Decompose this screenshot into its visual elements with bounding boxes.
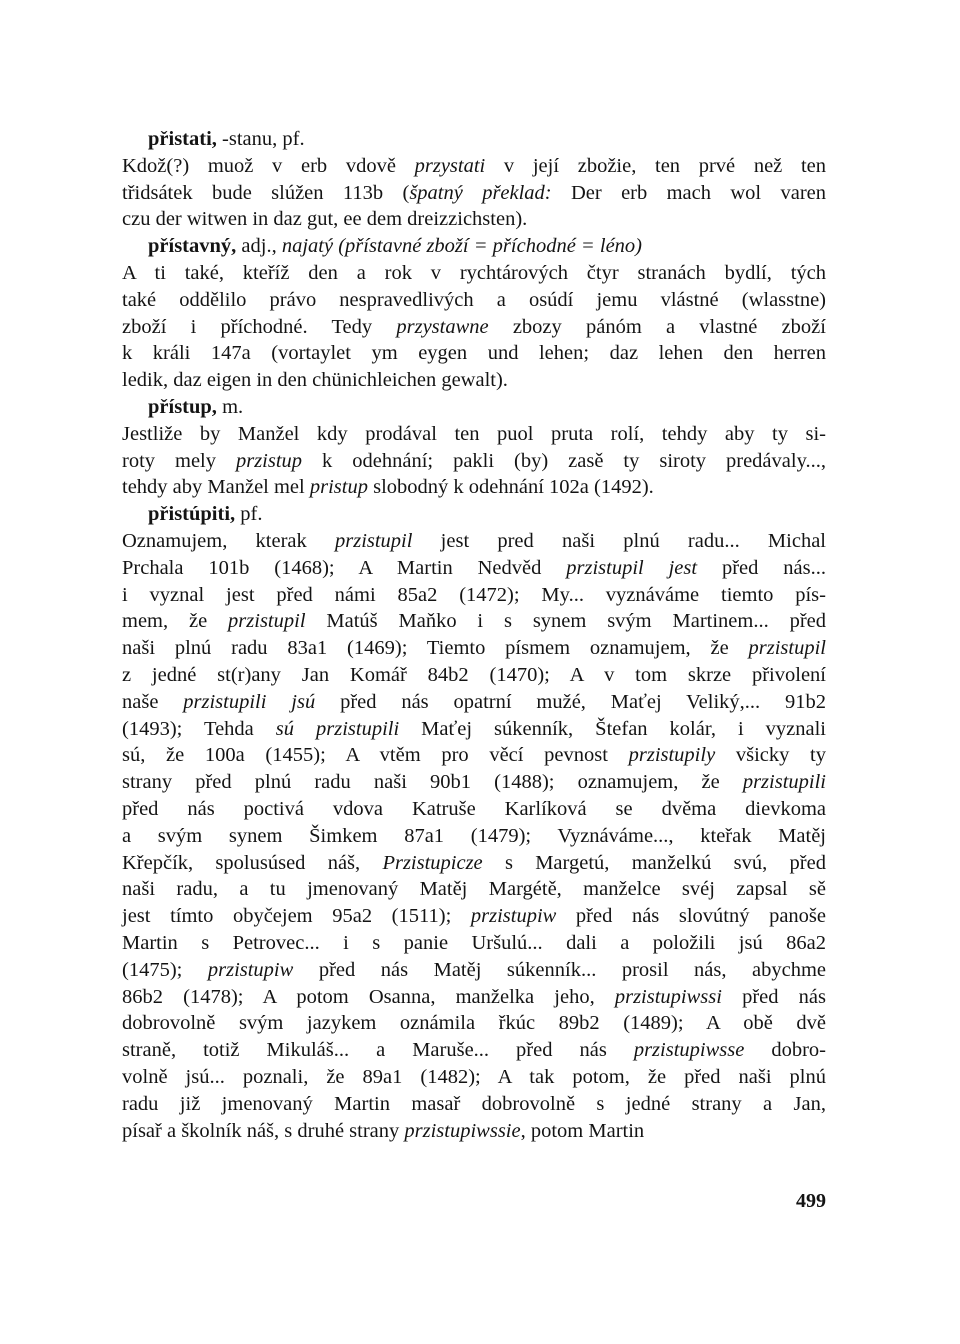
entry-text-line: (1493); Tehda sú przistupili Maťej súkenník, Štefan kolár, i vyznali xyxy=(122,717,826,740)
entry-text-line: a svým synem Šimkem 87a1 (1479); Vyznáváme..., kteřak Matěj xyxy=(122,824,826,847)
entry-text-line: straně, totiž Mikuláš... a Maruše... před nás przistupiwsse dobro- xyxy=(122,1039,826,1062)
entry-headword: přístavný, xyxy=(148,235,237,258)
entry-text-line: naši plnú radu 83a1 (1469); Tiemto písmem oznamujem, že przistupil xyxy=(122,637,826,660)
entry-text-line: také oddělilo právo nespravedlivých a osúdí jemu vlástné (wlasstne) xyxy=(122,288,826,311)
entry-text-line: strany před plnú radu naši 90b1 (1488); oznamujem, že przistupili xyxy=(122,771,826,794)
entry-text-line: dobrovolně svým jazykem oznámila řkúc 89b2 (1489); A obě dvě xyxy=(122,1012,826,1035)
entry-text-line: ledik, daz eigen in den chünichleichen gewalt). xyxy=(122,369,508,392)
entry-text-line: volně jsú... poznali, že 89a1 (1482); A tak potom, že před naši plnú xyxy=(122,1066,826,1088)
entry-text-line: czu der witwen in daz gut, ee dem dreizzichsten). xyxy=(122,208,528,231)
entry-headword-line xyxy=(148,501,852,527)
entry-text-line: z jedné st(r)any Jan Komář 84b2 (1470); A v tom skrze přivolení xyxy=(122,664,826,686)
entry-text-line: 86b2 (1478); A potom Osanna, manželka jeho, przistupiwssi před nás xyxy=(122,985,826,1008)
entry-text-line: roty mely przistup k odehnání; pakli (by) zasě ty siroty predávaly..., xyxy=(122,449,826,472)
entry-headword-line xyxy=(148,126,852,152)
page-number: 499 xyxy=(796,1190,826,1212)
entry-headword-line xyxy=(148,233,852,259)
entry-text-line: Oznamujem, kterak przistupil jest pred naši plnú radu... Michal xyxy=(122,530,826,552)
entry-text-line: Křepčík, spolusúsed náš, Przistupicze s Margetú, manželkú svú, před xyxy=(122,851,826,874)
entry-text-line: třidsátek bude slúžen 113b (špatný překlad: Der erb mach wol varen xyxy=(122,181,826,204)
entry-text-line: k králi 147a (vortaylet ym eygen und lehen; daz lehen den herren xyxy=(122,342,826,365)
entry-text-line: jest tímto obyčejem 95a2 (1511); przistupiw před nás slovútný panoše xyxy=(122,905,827,928)
entry-grammar: -stanu, pf. xyxy=(216,128,305,150)
entry-text-line: (1475); przistupiw před nás Matěj súkenník... prosil nás, abychme xyxy=(122,958,826,981)
entry-text-line: Martin s Petrovec... i s panie Uršulú... dali a položili jsú 86a2 xyxy=(122,932,826,954)
entry-text-line: Prchala 101b (1468); A Martin Nedvěd przistupil jest před nás... xyxy=(122,556,826,579)
entry-text-line: mem, že przistupil Matúš Maňko i s synem svým Martinem... před xyxy=(122,610,826,633)
entry-text-line: A ti také, kteříž den a rok v rychtárových čtyr stranách bydlí, tých xyxy=(122,262,826,284)
entry-text-line: písař a školník náš, s druhé strany przistupiwssie, potom Martin xyxy=(122,1119,645,1142)
entry-headword: přistati, xyxy=(148,128,217,150)
entry-text-line: radu již jmenovaný Martin masař dobrovolně s jedné strany a Jan, xyxy=(122,1092,826,1115)
entry-text-line: naši radu, a tu jmenovaný Matěj Margétě, manželce svéj zapsal sě xyxy=(122,878,826,901)
entry-text-line: i vyznal jest před námi 85a2 (1472); My... vyznáváme tiemto pís- xyxy=(122,583,826,606)
entry-text-line: sú, že 100a (1455); A vtěm pro věcí pevnost przistupily všicky ty xyxy=(122,744,827,767)
entry-text-line: před nás poctivá vdova Katruše Karlíková se dvěma dievkoma xyxy=(122,798,826,820)
entry-text-line: zboží i příchodné. Tedy przystawne zbozy pánóm a vlastné zboží xyxy=(122,315,826,338)
entry-text-line: Kdož(?) muož v erb vdově przystati v její zbožie, ten prvé než ten xyxy=(122,154,827,177)
entry-grammar: adj., najatý (přístavné zboží = příchodné = léno) xyxy=(236,235,642,258)
entry-grammar: m. xyxy=(216,396,244,418)
entry-text-line: tehdy aby Manžel mel pristup slobodný k odehnání 102a (1492). xyxy=(122,476,654,499)
entry-headword: přistúpiti, xyxy=(148,503,236,526)
entry-headword: přístup, xyxy=(148,396,217,418)
entry-text-line: naše przistupili jsú před nás opatrní mužé, Maťej Veliký,... 91b2 xyxy=(122,690,826,713)
entry-text-line: Jestliže by Manžel kdy prodával ten puol pruta rolí, tehdy aby ty si- xyxy=(122,422,826,445)
entry-headword-line xyxy=(148,394,852,420)
entry-grammar: pf. xyxy=(235,503,263,526)
